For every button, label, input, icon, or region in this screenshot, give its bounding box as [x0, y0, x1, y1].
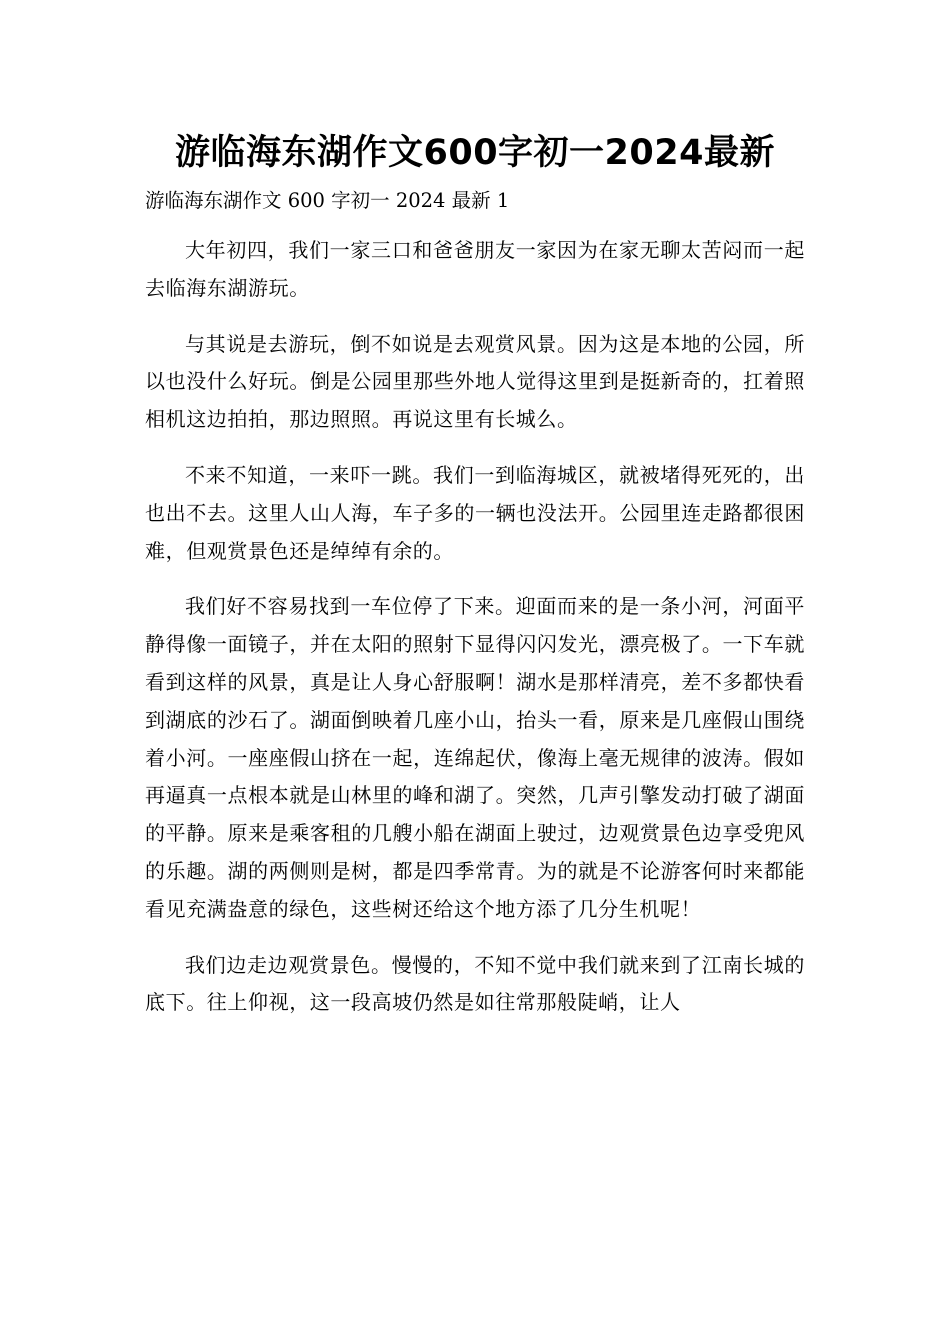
document-body — [145, 232, 805, 1040]
paragraph: 与其说是去游玩，倒不如说是去观赏风景。因为这是本地的公园，所以也没什么好玩。倒是公园里那些外地人觉得这里到是挺新奇的，扛着照相机这边拍拍，那边照照。再说这里有长城么。 — [145, 331, 805, 432]
paragraph: 我们好不容易找到一车位停了下来。迎面而来的是一条小河，河面平静得像一面镜子，并在太阳的照射下显得闪闪发光，漂亮极了。一下车就看到这样的风景，真是让人身心舒服啊！湖水是那样清亮，差不多都快看到湖底的沙石了。湖面倒映着几座小山，抬头一看，原来是几座假山围绕着小河。一座座假山挤在一起，连绵起伏，像海上毫无规律的波涛。假如再逼真一点根本就是山林里的峰和湖了。突然，几声引擎发动打破了湖面的平静。原来是乘客租的几艘小船在湖面上驶过，边观赏景色边享受兜风的乐趣。湖的两侧则是树，都是四季常青。为的就是不论游客何时来都能看见充满盎意的绿色，这些树还给这个地方添了几分生机呢！ — [145, 594, 805, 921]
paragraph: 大年初四，我们一家三口和爸爸朋友一家因为在家无聊太苦闷而一起去临海东湖游玩。 — [145, 238, 805, 300]
paragraph: 我们边走边观赏景色。慢慢的，不知不觉中我们就来到了江南长城的底下。往上仰视，这一段高坡仍然是如往常那般陡峭，让人 — [145, 952, 805, 1015]
document-title: 游临海东湖作文600字初一2024最新 — [175, 133, 775, 173]
document-subtitle: 游临海东湖作文 600 字初一 2024 最新 1 — [145, 189, 510, 212]
paragraph: 不来不知道，一来吓一跳。我们一到临海城区，就被堵得死死的，出也出不去。这里人山人海，车子多的一辆也没法开。公园里连走路都很困难，但观赏景色还是绰绰有余的。 — [145, 462, 805, 563]
